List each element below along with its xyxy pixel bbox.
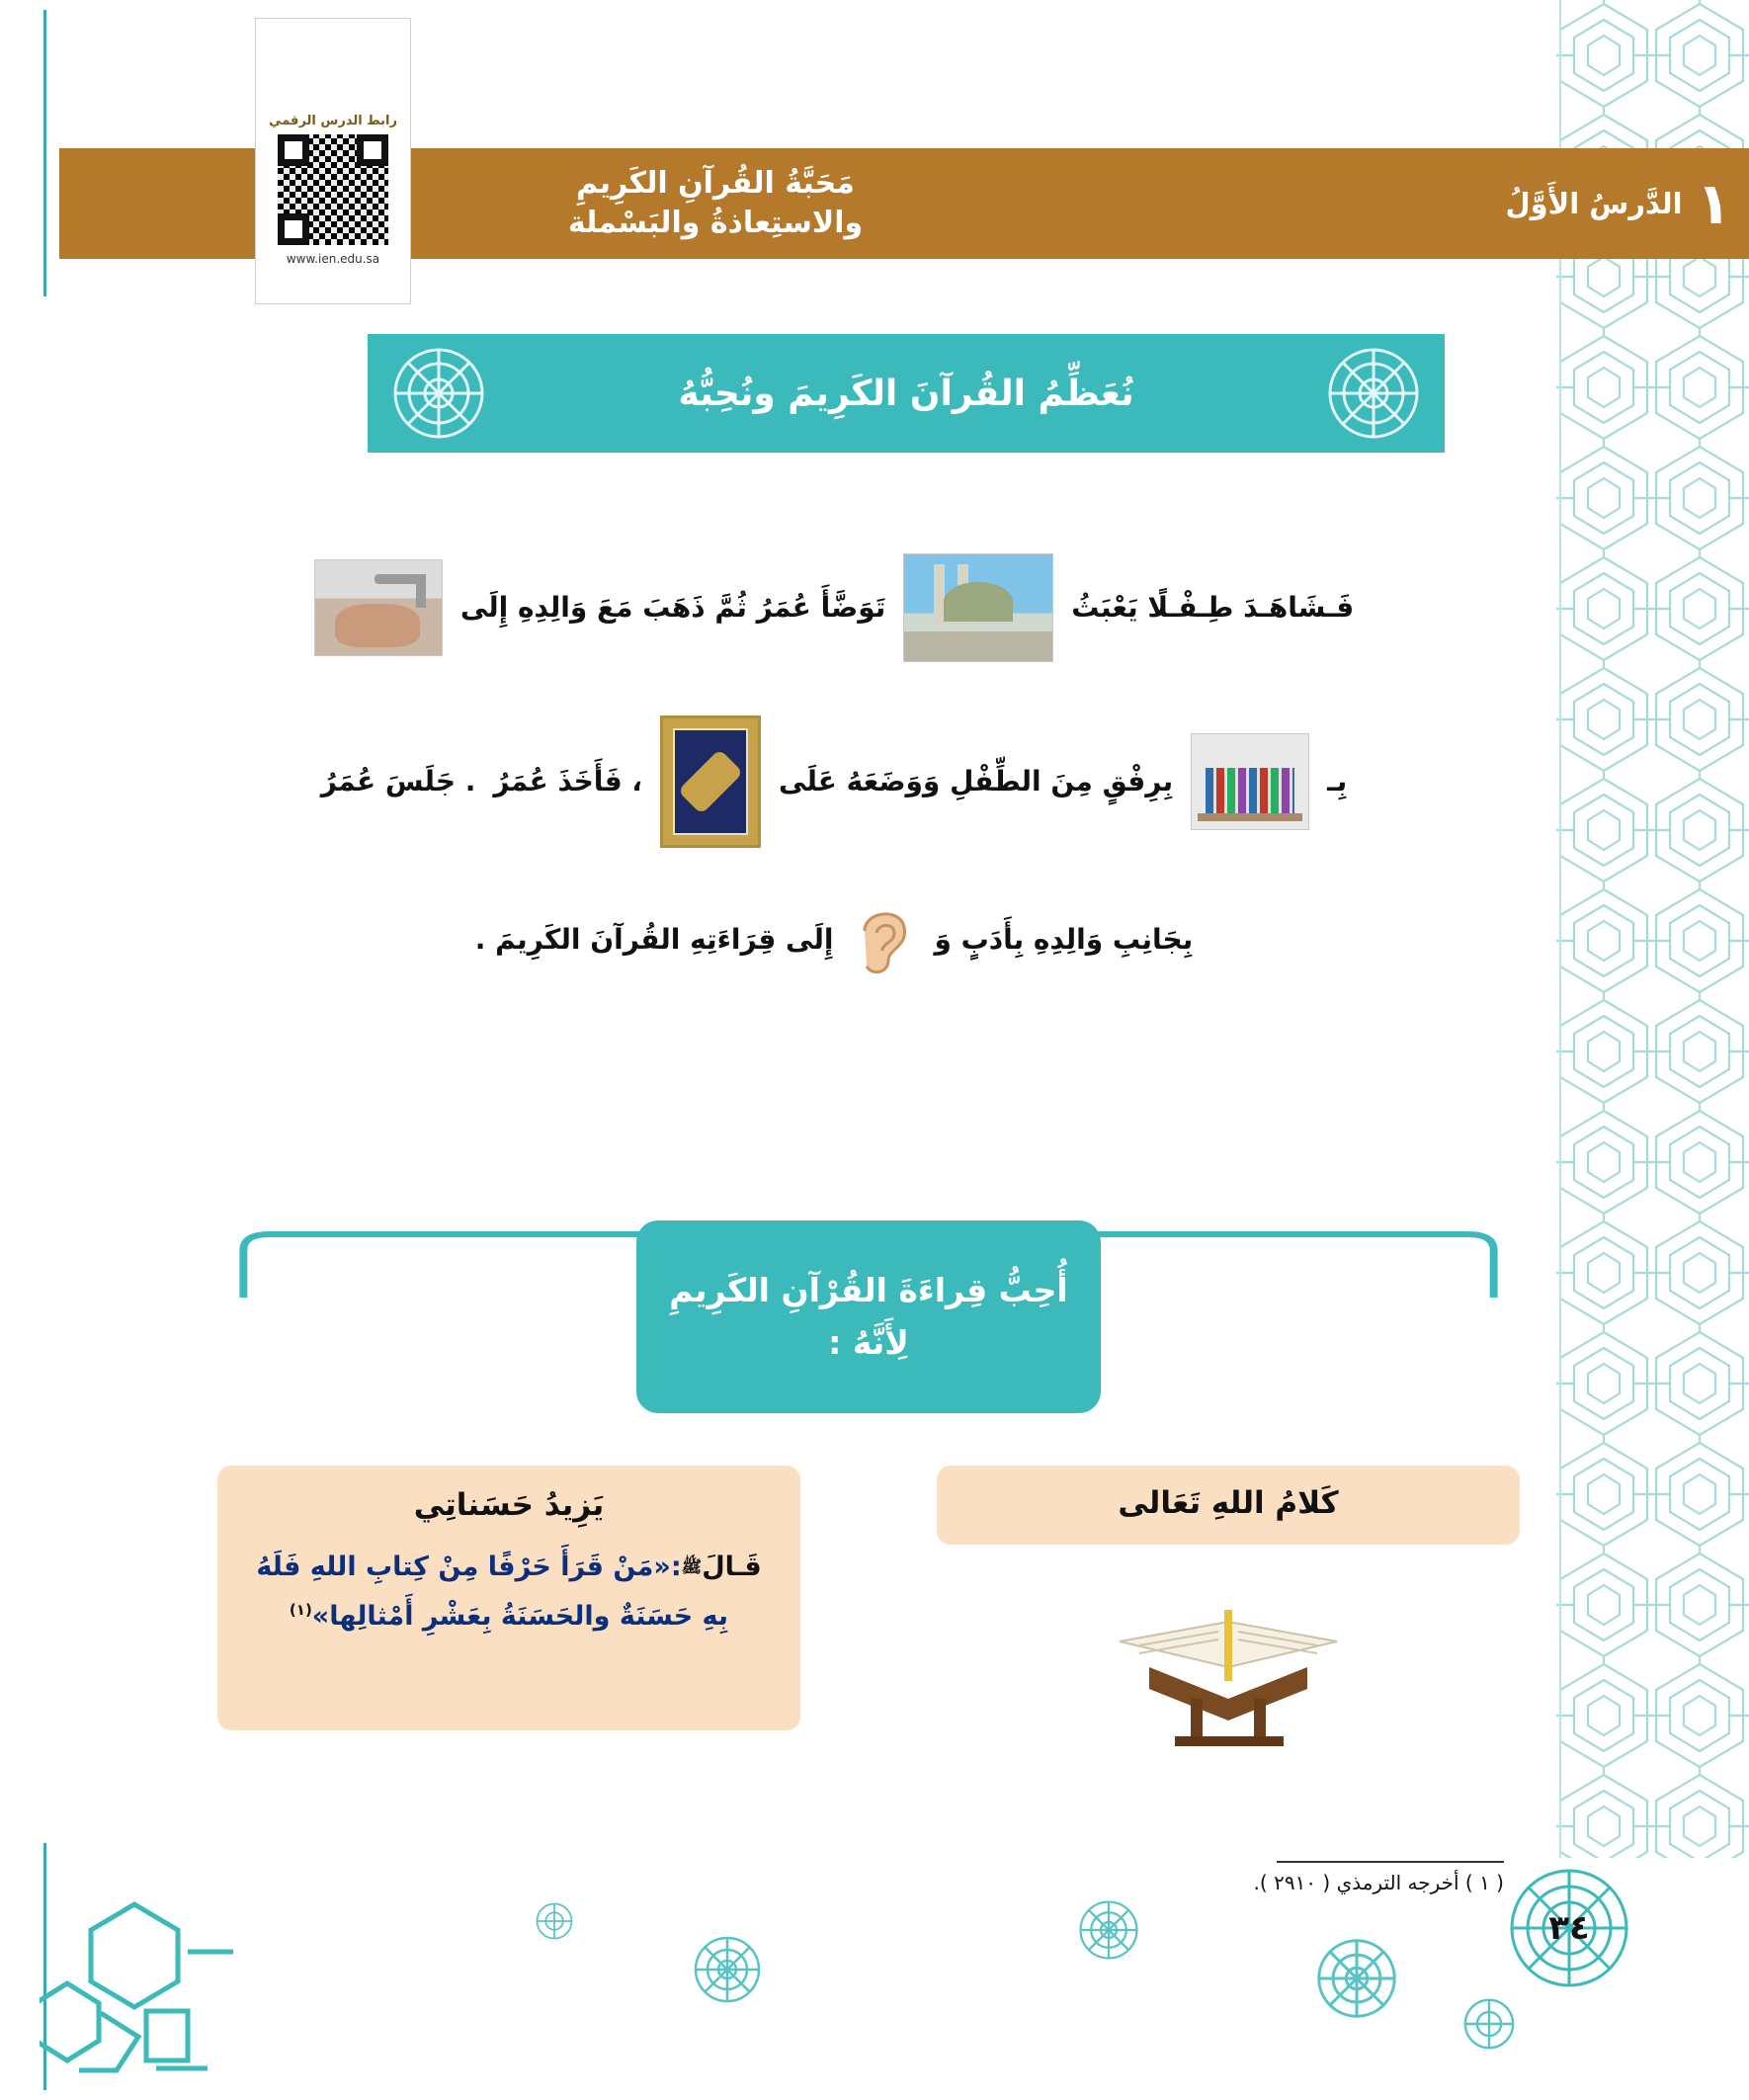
quran-cover-photo bbox=[660, 715, 761, 848]
story-line-1 bbox=[148, 553, 1520, 662]
rosette-ornament-icon-left bbox=[391, 346, 486, 441]
story-line-2 bbox=[148, 715, 1520, 848]
diagram-child-node-1 bbox=[937, 1466, 1520, 1545]
lesson-label: الدَّرسُ الأَوَّلُ bbox=[1505, 187, 1683, 220]
rosette-ornament-icon-right bbox=[1326, 346, 1421, 441]
footnote-rule bbox=[1277, 1861, 1504, 1863]
diagram-child-2-title: يَزِيدُ حَسَناتِي bbox=[413, 1487, 605, 1523]
story-line-2-part-c: بِرِفْقٍ مِنَ الطِّفْلِ وَوَضَعَهُ عَلَى bbox=[779, 765, 1174, 798]
page-title-line1: مَحَبَّةُ القُرآنِ الكَرِيمِ bbox=[576, 165, 855, 201]
concept-diagram bbox=[217, 1220, 1520, 1774]
rosette-decoration-4 bbox=[534, 1900, 575, 1942]
digital-lesson-qr-block[interactable] bbox=[255, 18, 411, 304]
arabesque-border-decoration bbox=[1556, 0, 1749, 1858]
rosette-decoration-3 bbox=[1314, 1936, 1399, 2021]
story-line-3 bbox=[148, 901, 1520, 978]
hadith-body: :«مَنْ قَرَأَ حَرْفًا مِنْ كِتابِ اللهِ فَلَهُ بِهِ حَسَنَةٌ والحَسَنَةُ بِعَشْرِ أَمْثالِها» bbox=[256, 1552, 729, 1632]
band-divider bbox=[1559, 0, 1561, 1858]
section-title-banner bbox=[368, 334, 1445, 453]
hadith-reference-mark: (١) bbox=[289, 1600, 312, 1619]
pbuh-symbol-icon: ﷺ bbox=[681, 1556, 703, 1577]
page-title bbox=[568, 164, 863, 244]
story-text-block bbox=[148, 553, 1520, 1032]
quran-on-rehl-photo bbox=[1080, 1551, 1376, 1748]
story-line-3-part-a: بِجَانِبِ وَالِدِهِ بِأَدَبٍ وَ bbox=[934, 923, 1194, 957]
page-title-line2: والاستِعاذةُ والبَسْملة bbox=[567, 206, 864, 240]
diagram-child-node-2 bbox=[217, 1466, 800, 1730]
lesson-number: ١ bbox=[1696, 170, 1731, 237]
rosette-decoration-5 bbox=[1460, 1995, 1518, 2053]
qr-code-icon[interactable] bbox=[278, 134, 388, 245]
corner-geometric-motif bbox=[40, 1892, 247, 2080]
hadith-prefix: قَـالَ bbox=[702, 1552, 762, 1582]
ear-icon bbox=[851, 901, 916, 978]
left-edge-rule bbox=[43, 10, 46, 296]
qr-url: www.ien.edu.sa bbox=[286, 252, 380, 266]
story-line-1-part-b: تَوَضَّأَ عُمَرُ ثُمَّ ذَهَبَ مَعَ وَالِدِهِ إِلَى bbox=[459, 591, 886, 625]
hadith-text bbox=[243, 1543, 775, 1641]
lesson-tab bbox=[1505, 148, 1749, 259]
rosette-decoration-2 bbox=[1077, 1898, 1140, 1962]
page-number-badge bbox=[1506, 1865, 1632, 1991]
rosette-decoration-1 bbox=[692, 1934, 763, 2005]
diagram-child-1-title: كَلامُ اللهِ تَعَالى bbox=[1118, 1485, 1339, 1521]
story-line-1-part-a: فَـشَاهَـدَ طِـفْـلًا يَعْبَثُ bbox=[1071, 591, 1355, 625]
diagram-root-node bbox=[636, 1220, 1101, 1413]
bookshelf-photo bbox=[1191, 733, 1309, 830]
qr-caption: رابط الدرس الرقمي bbox=[269, 114, 397, 128]
footnote-text: ( ١ ) أخرجه الترمذي ( ٢٩١٠ ). bbox=[1253, 1871, 1504, 1894]
section-title-text: نُعَظِّمُ القُرآنَ الكَرِيمَ ونُحِبُّهُ bbox=[678, 373, 1134, 414]
footnote bbox=[1079, 1861, 1504, 1894]
story-line-2-part-b: ، فَأَخَذَ عُمَرُ bbox=[493, 765, 643, 798]
diagram-root-label: أُحِبُّ قِراءَةَ القُرْآنِ الكَرِيمِ لِأَنَّهُ : bbox=[669, 1270, 1068, 1362]
page-number: ٣٤ bbox=[1548, 1908, 1590, 1948]
wudu-photo bbox=[314, 559, 443, 656]
mosque-photo bbox=[903, 553, 1053, 662]
story-line-2-part-d: . جَلَسَ عُمَرُ bbox=[320, 765, 476, 798]
story-line-3-part-b: إِلَى قِرَاءَتِهِ القُرآنَ الكَرِيمَ . bbox=[474, 923, 834, 957]
story-line-2-part-a: بِـ bbox=[1327, 765, 1348, 798]
